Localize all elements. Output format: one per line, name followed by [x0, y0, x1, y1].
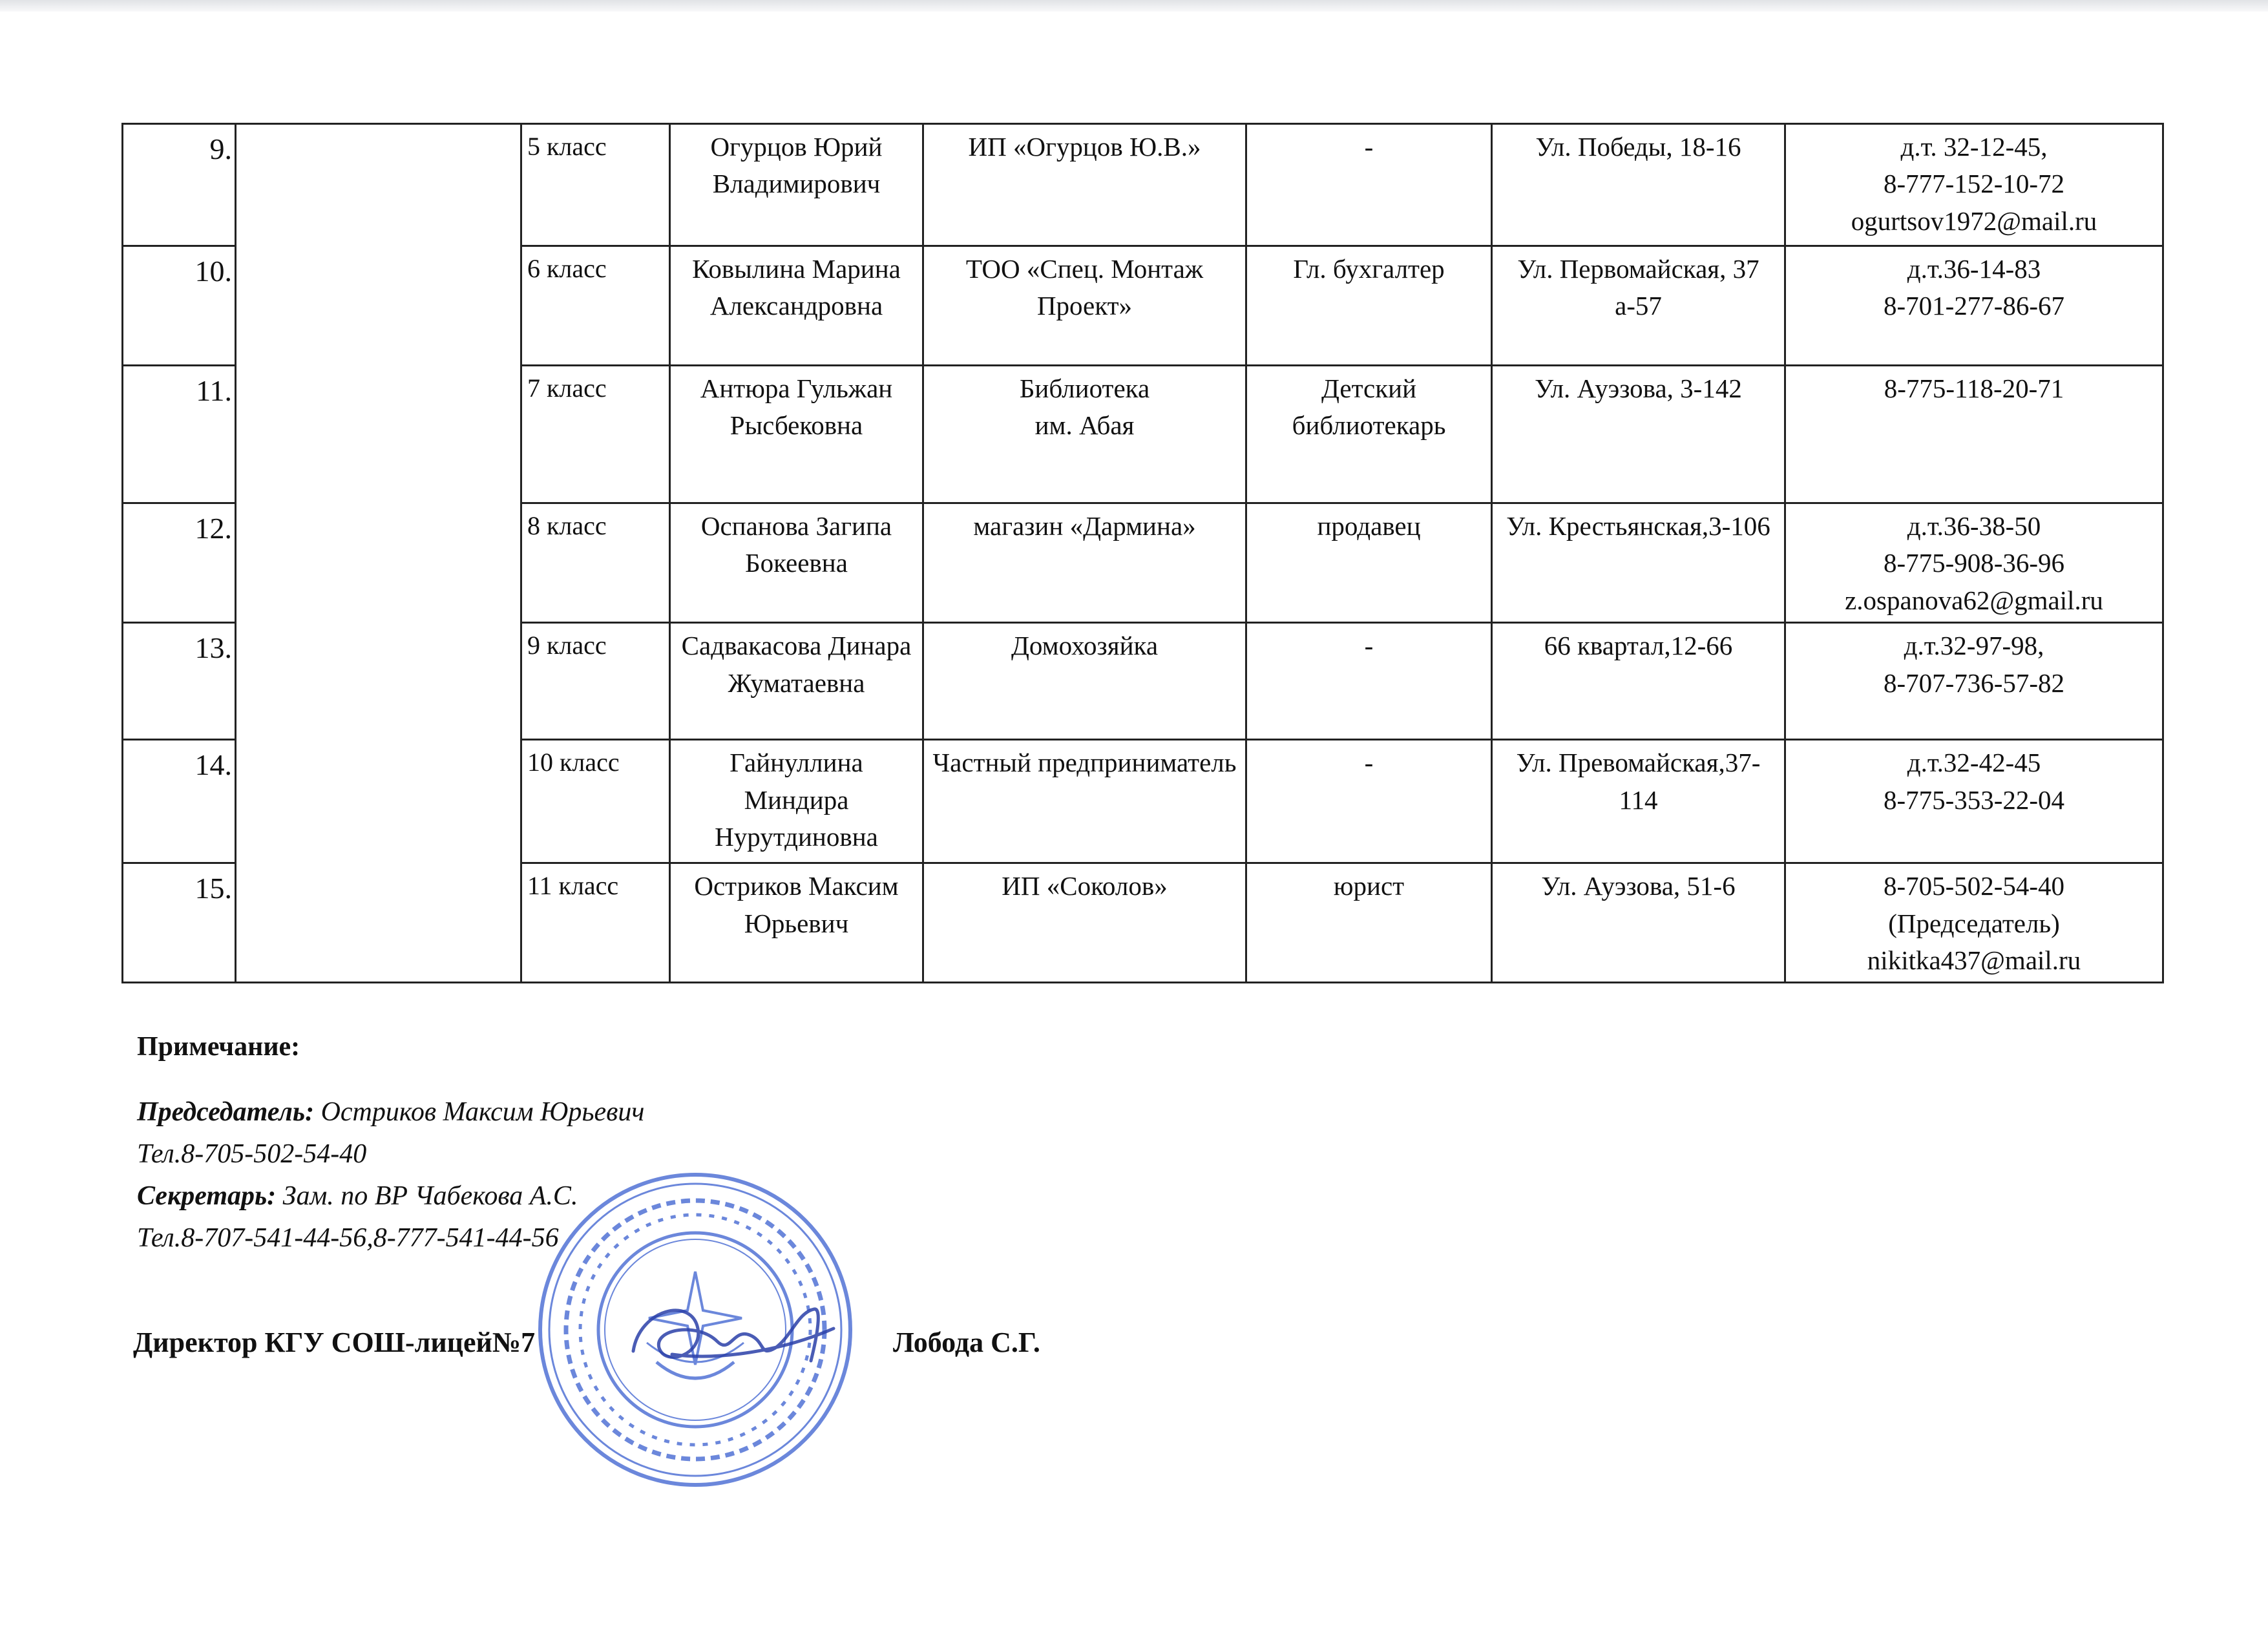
row-number: 9.: [123, 124, 236, 246]
chair-name: Остриков Максим Юрьевич: [320, 1097, 645, 1128]
position-cell: Гл. бухгалтер: [1246, 246, 1492, 366]
row-number: 11.: [123, 366, 236, 503]
contacts-cell: 8-705-502-54-40 (Председатель) nikitka437@mail.ru: [1785, 863, 2163, 983]
scan-edge: [0, 0, 2268, 12]
workplace-cell: ИП «Огурцов Ю.В.»: [923, 124, 1246, 246]
position-cell: Детский библиотекарь: [1246, 366, 1492, 503]
position-cell: юрист: [1246, 863, 1492, 983]
grade-cell: 9 класс: [521, 623, 670, 740]
workplace-cell: Библиотека им. Абая: [923, 366, 1246, 503]
name-cell: Антюра Гульжан Рысбековна: [670, 366, 923, 503]
row-number: 14.: [123, 740, 236, 863]
position-cell: -: [1246, 623, 1492, 740]
address-cell: Ул. Победы, 18-16: [1492, 124, 1785, 246]
director-name: Лобода С.Г.: [893, 1327, 1040, 1358]
contacts-cell: д.т.32-42-45 8-775-353-22-04: [1785, 740, 2163, 863]
workplace-cell: магазин «Дармина»: [923, 503, 1246, 623]
director-title: Директор КГУ СОШ-лицей№7: [133, 1327, 536, 1358]
row-number: 15.: [123, 863, 236, 983]
name-cell: Ковылина Марина Александровна: [670, 246, 923, 366]
grade-cell: 7 класс: [521, 366, 670, 503]
contacts-cell: д.т. 32-12-45, 8-777-152-10-72 ogurtsov1972@mail.ru: [1785, 124, 2163, 246]
address-cell: Ул. Ауэзова, 3-142: [1492, 366, 1785, 503]
secretary-label: Секретарь:: [137, 1181, 277, 1212]
contacts-cell: д.т.32-97-98, 8-707-736-57-82: [1785, 623, 2163, 740]
name-cell: Садвакасова Динара Жуматаевна: [670, 623, 923, 740]
grade-cell: 5 класс: [521, 124, 670, 246]
table-row: [123, 124, 2163, 246]
address-cell: 66 квартал,12-66: [1492, 623, 1785, 740]
committee-table: [121, 123, 2164, 983]
contacts-cell: 8-775-118-20-71: [1785, 366, 2163, 503]
signature-icon: [620, 1290, 840, 1387]
grade-cell: 8 класс: [521, 503, 670, 623]
position-cell: -: [1246, 740, 1492, 863]
workplace-cell: Домохозяйка: [923, 623, 1246, 740]
workplace-cell: Частный предприниматель: [923, 740, 1246, 863]
contacts-cell: д.т.36-38-50 8-775-908-36-96 z.ospanova62@gmail.ru: [1785, 503, 2163, 623]
address-cell: Ул. Превомайская,37-114: [1492, 740, 1785, 863]
address-cell: Ул. Первомайская, 37 а-57: [1492, 246, 1785, 366]
workplace-cell: ТОО «Спец. Монтаж Проект»: [923, 246, 1246, 366]
position-cell: -: [1246, 124, 1492, 246]
chair-line: [137, 1091, 644, 1133]
row-number: 13.: [123, 623, 236, 740]
grade-cell: 10 класс: [521, 740, 670, 863]
chair-phone: Тел.8-705-502-54-40: [137, 1139, 367, 1170]
name-cell: Огурцов Юрий Владимирович: [670, 124, 923, 246]
row-number: 12.: [123, 503, 236, 623]
secretary-name: Зам. по ВР Чабекова А.С.: [282, 1181, 578, 1212]
address-cell: Ул. Ауэзова, 51-6: [1492, 863, 1785, 983]
grade-cell: 11 класс: [521, 863, 670, 983]
chair-label: Председатель:: [137, 1097, 315, 1128]
notes-title: Примечание:: [137, 1032, 300, 1062]
merged-blank-cell: [236, 124, 521, 983]
address-cell: Ул. Крестьянская,3-106: [1492, 503, 1785, 623]
row-number: 10.: [123, 246, 236, 366]
workplace-cell: ИП «Соколов»: [923, 863, 1246, 983]
name-cell: Остриков Максим Юрьевич: [670, 863, 923, 983]
name-cell: Оспанова Загипа Бокеевна: [670, 503, 923, 623]
contacts-cell: д.т.36-14-83 8-701-277-86-67: [1785, 246, 2163, 366]
secretary-phone: Тел.8-707-541-44-56,8-777-541-44-56: [137, 1223, 559, 1254]
grade-cell: 6 класс: [521, 246, 670, 366]
name-cell: Гайнуллина Миндира Нурутдиновна: [670, 740, 923, 863]
position-cell: продавец: [1246, 503, 1492, 623]
